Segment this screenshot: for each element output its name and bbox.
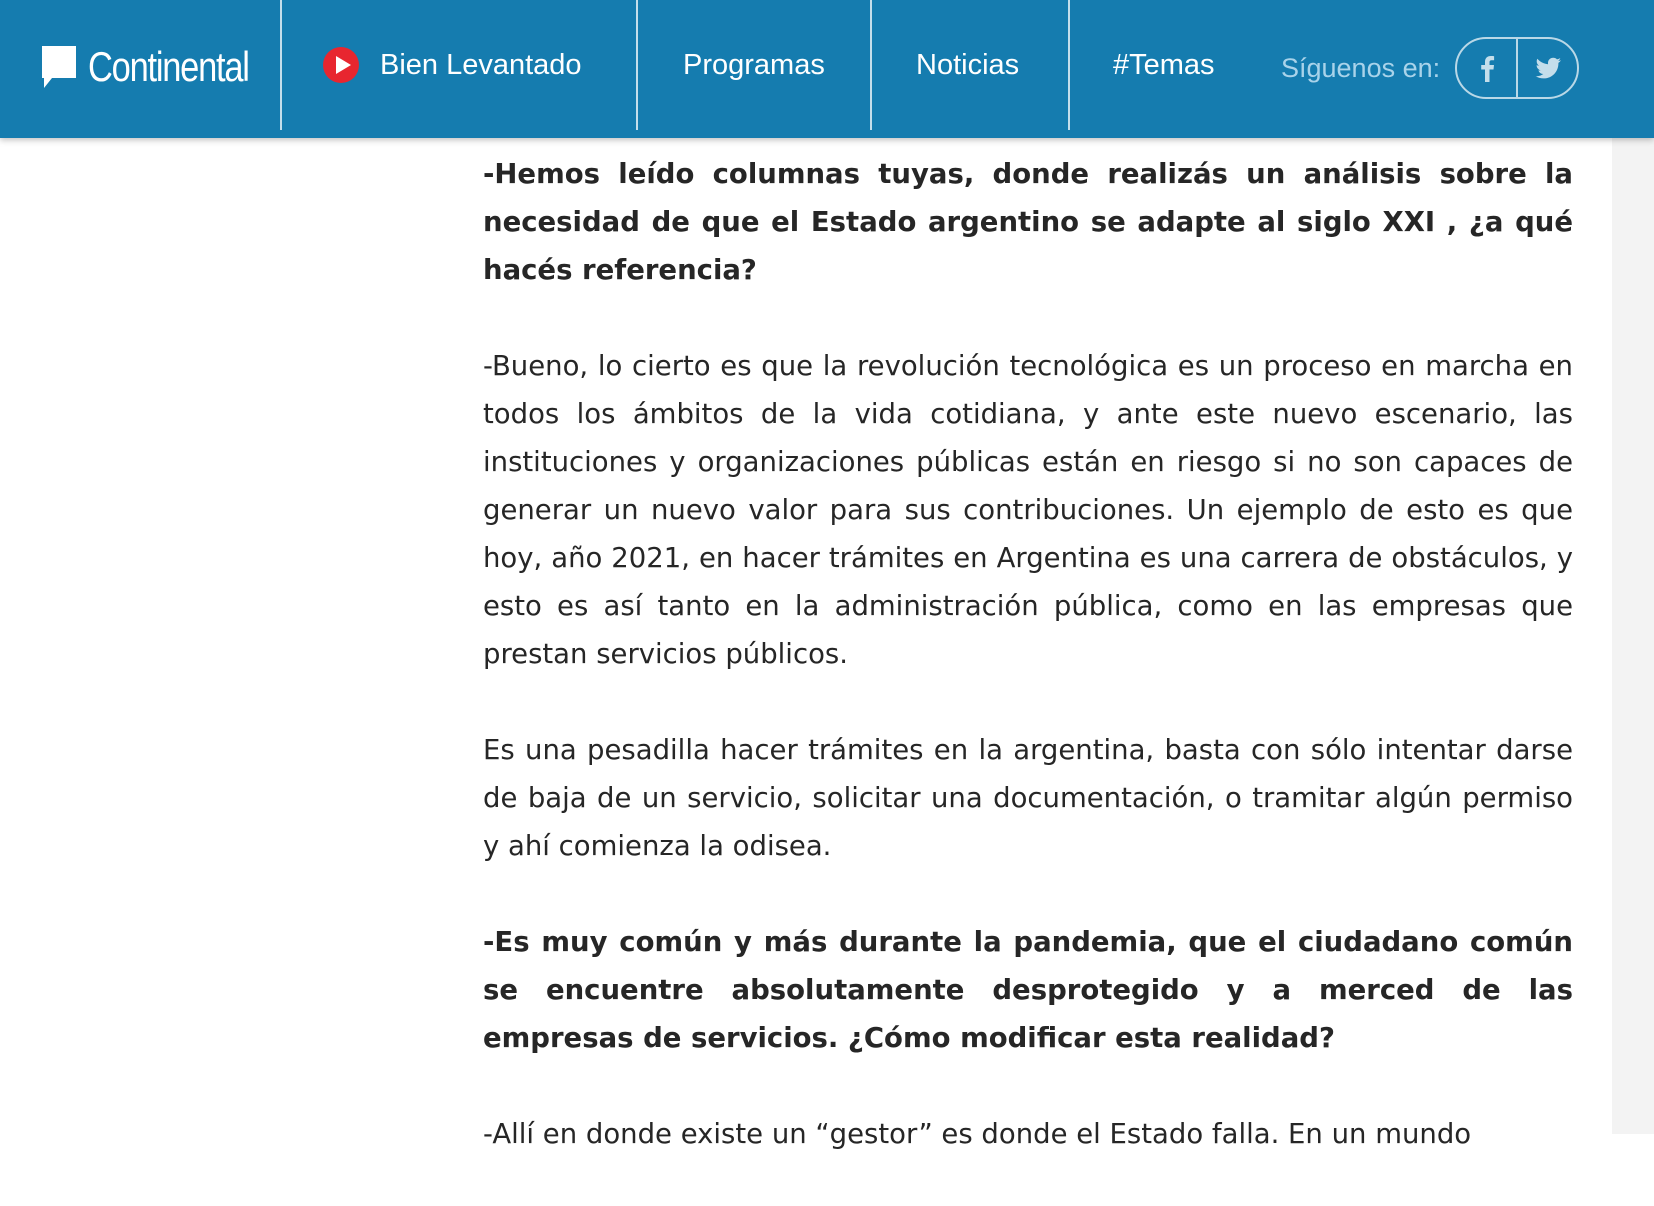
nav-item-bien-levantado[interactable] <box>322 0 582 130</box>
nav-item-noticias[interactable] <box>916 0 1019 130</box>
twitter-icon <box>1533 53 1563 83</box>
nav-label-programas: Programas <box>683 48 825 81</box>
article-body <box>483 150 1573 1206</box>
nav-divider <box>280 0 282 130</box>
facebook-button[interactable] <box>1457 39 1516 97</box>
logo-text: Continental <box>88 43 249 90</box>
nav-divider <box>636 0 638 130</box>
continental-logo[interactable] <box>40 42 284 92</box>
right-gutter <box>1612 138 1654 1134</box>
interview-answer: -Allí en donde existe un “gestor” es donde el Estado falla. En un mundo <box>483 1118 1472 1150</box>
twitter-button[interactable] <box>1516 39 1577 97</box>
nav-label-noticias: Noticias <box>916 48 1020 81</box>
nav-divider <box>870 0 872 130</box>
nav-label-bien-levantado: Bien Levantado <box>380 48 582 81</box>
facebook-icon <box>1472 53 1502 83</box>
nav-item-programas[interactable] <box>683 0 825 130</box>
follow-us-label: Síguenos en: <box>1281 52 1441 83</box>
nav-label-temas: #Temas <box>1113 48 1215 81</box>
nav-item-temas[interactable] <box>1113 0 1215 130</box>
speech-bubble-logo-icon <box>40 44 78 90</box>
top-navigation-bar <box>0 0 1654 138</box>
interview-answer: Es una pesadilla hacer trámites en la argentina, basta con sólo intentar darse de baja de un servicio, solicitar una documentación, o tramitar algún permiso y ahí comienza la odisea. <box>483 734 1573 862</box>
interview-question: -Es muy común y más durante la pandemia, que el ciudadano común se encuentre absolutamente desprotegido y a merced de las empresas de servicios. ¿Cómo modificar esta realidad? <box>483 926 1573 1054</box>
nav-divider <box>1068 0 1070 130</box>
interview-question: -Hemos leído columnas tuyas, donde realizás un análisis sobre la necesidad de que el Estado argentino se adapte al siglo XXI , ¿a qué hacés referencia? <box>483 158 1573 286</box>
play-icon <box>322 46 360 84</box>
social-links <box>1455 37 1579 99</box>
interview-answer: -Bueno, lo cierto es que la revolución tecnológica es un proceso en marcha en todos los ámbitos de la vida cotidiana, y ante este nuevo escenario, las instituciones y organizaciones públicas están en riesgo si no son capaces de generar un nuevo valor para sus contribuciones. Un ejemplo de esto es que hoy, año 2021, en hacer trámites en Argentina es una carrera de obstáculos, y esto es así tanto en la administración pública, como en las empresas que prestan servicios públicos. <box>483 350 1573 670</box>
